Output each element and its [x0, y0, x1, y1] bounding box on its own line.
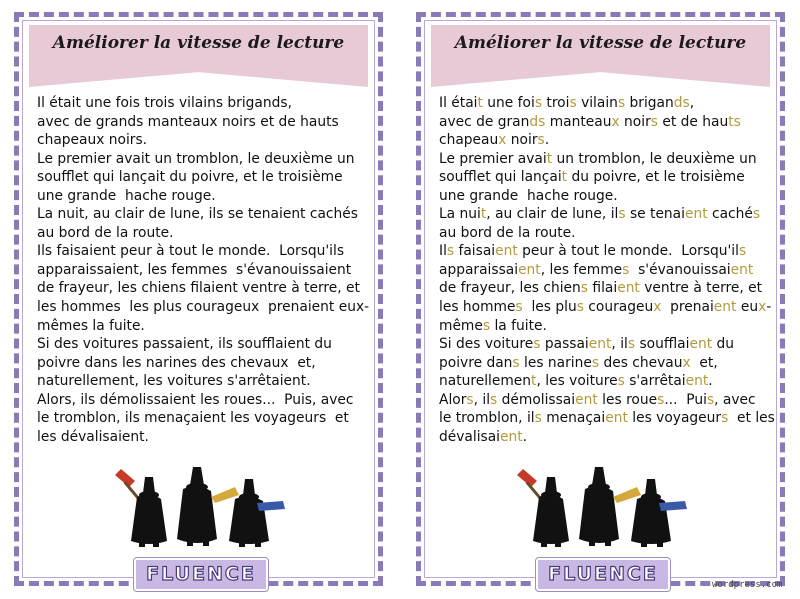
silent-letter: s	[682, 95, 690, 111]
silent-letter: s	[650, 113, 658, 130]
silent-letter: x	[498, 132, 507, 149]
silent-letter: t	[477, 95, 483, 111]
text-line: avec de grands manteaux noirs et de hauts	[37, 113, 339, 130]
silent-letter: ent	[684, 206, 708, 223]
text-line-highlighted: mêmes la fuite.	[439, 317, 547, 334]
text-line: une grande hache rouge.	[37, 187, 216, 204]
silent-letter: s	[576, 299, 584, 316]
silent-letter: s	[733, 113, 741, 130]
silent-letter: ent	[617, 280, 640, 297]
silent-letter: t	[728, 113, 734, 130]
text-line-highlighted: avec de grands manteaux noirs et de hauts	[439, 113, 741, 130]
text-line: Il était une fois trois vilains brigands,	[37, 95, 292, 111]
silent-letter: s	[591, 354, 600, 371]
text-line: Si des voitures passaient, ils soufflaient du	[37, 336, 332, 353]
text-line: chapeaux noirs.	[37, 132, 148, 149]
silent-letter: s	[738, 243, 747, 260]
text-line: le tromblon, ils menaçaient les voyageurs et	[37, 410, 349, 427]
silent-letter: ent	[685, 373, 709, 390]
text-line-highlighted: apparaissaient, les femmes s'évanouissaient	[439, 261, 754, 278]
fluence-badge	[536, 558, 670, 591]
silent-letter: ent	[588, 336, 612, 353]
text-line-highlighted: le tromblon, ils menaçaient les voyageurs et les	[439, 410, 775, 427]
silent-letter: x	[682, 354, 691, 371]
fluence-label: FLUENCE	[548, 563, 658, 585]
silent-letter: s	[533, 336, 541, 353]
three-brigands-illustration	[509, 457, 691, 549]
fluence-label: FLUENCE	[146, 563, 256, 585]
reading-text-highlighted	[439, 94, 779, 446]
text-line: les dévalisaient.	[37, 428, 149, 445]
silent-letter: s	[657, 391, 665, 408]
silent-letter: ent	[518, 261, 541, 278]
silent-letter: s	[537, 132, 545, 149]
silent-letter: s	[721, 410, 729, 427]
silent-letter: s	[617, 95, 626, 111]
brigand-figure-2	[177, 467, 239, 546]
silent-letter: s	[466, 391, 474, 408]
silent-letter: d	[529, 113, 539, 130]
silent-letter: x	[611, 113, 620, 130]
text-line: Alors, ils démolissaient les roues... Puis, avec	[37, 391, 354, 408]
text-line-highlighted: poivre dans les narines des chevaux et,	[439, 354, 718, 371]
card-title: Améliorer la vitesse de lecture	[52, 33, 345, 53]
silent-letter: ent	[495, 243, 518, 260]
text-line-highlighted: les hommes les plus courageux prenaient eux-	[439, 299, 772, 316]
silent-letter: x	[758, 299, 767, 316]
reading-card-plain	[14, 12, 383, 586]
silent-letter: s	[534, 95, 543, 111]
text-line: Ils faisaient peur à tout le monde. Lorsqu'ils	[37, 243, 345, 260]
silent-letter: ent	[575, 391, 598, 408]
text-line: au bord de la route.	[37, 224, 174, 241]
text-line-highlighted: chapeaux noirs.	[439, 132, 550, 149]
text-line-highlighted: au bord de la route.	[439, 224, 576, 241]
silent-letter: s	[617, 373, 625, 390]
text-line-highlighted: La nuit, au clair de lune, ils se tenaient cachés	[439, 206, 761, 223]
silent-letter: t	[546, 150, 553, 167]
text-line: La nuit, au clair de lune, ils se tenaient cachés	[37, 206, 358, 223]
reading-card-highlighted	[416, 12, 785, 586]
silent-letter: t	[561, 169, 568, 186]
text-line: soufflet qui lançait du poivre, et le troisième	[37, 169, 343, 186]
text-line-highlighted: Si des voitures passaient, ils soufflaient du	[439, 336, 735, 353]
silent-letter: s	[515, 299, 523, 316]
brigand-figure-2	[579, 467, 641, 546]
silent-letter: s	[580, 280, 588, 297]
brigand-figure-3	[229, 479, 285, 547]
text-line-highlighted: naturellement, les voitures s'arrêtaient.	[439, 373, 713, 390]
silent-letter: s	[627, 336, 636, 353]
text-line-highlighted: une grande hache rouge.	[439, 187, 618, 204]
brigand-figure-3	[631, 479, 687, 547]
text-line: apparaissaient, les femmes s'évanouissaient	[37, 261, 352, 278]
silent-letter: s	[482, 317, 491, 334]
silent-letter: s	[538, 113, 546, 130]
text-line: de frayeur, les chiens filaient ventre à terre, et	[37, 280, 360, 297]
brigand-figure-1	[115, 469, 167, 547]
text-line: Le premier avait un tromblon, le deuxième un	[37, 150, 355, 167]
silent-letter: s	[752, 206, 761, 223]
silent-letter: ent	[730, 261, 754, 278]
text-line-highlighted: Ils faisaient peur à tout le monde. Lorsqu'ils	[439, 243, 747, 260]
reading-text	[37, 94, 377, 446]
silent-letter: ent	[500, 428, 523, 445]
silent-letter: s	[512, 354, 520, 371]
silent-letter: s	[490, 391, 498, 408]
silent-letter: s	[618, 206, 626, 223]
text-line-highlighted: soufflet qui lançait du poivre, et le troisième	[439, 169, 745, 186]
silent-letter: ent	[713, 299, 737, 316]
text-line: les hommes les plus courageux prenaient eux-	[37, 299, 370, 316]
silent-letter: s	[706, 391, 715, 408]
text-line: naturellement, les voitures s'arrêtaient.	[37, 373, 311, 390]
fluence-badge	[134, 558, 268, 591]
text-line-highlighted: Alors, ils démolissaient les roues... Puis, avec	[439, 391, 756, 408]
silent-letter: s	[569, 95, 577, 111]
text-line-highlighted: dévalisaient.	[439, 428, 528, 445]
text-line-highlighted: Il était une fois trois vilains brigands,	[439, 95, 695, 111]
silent-letter: t	[480, 206, 487, 223]
silent-letter: ent	[689, 336, 713, 353]
silent-letter: x	[653, 299, 662, 316]
silent-letter: t	[531, 373, 537, 390]
text-line-highlighted: de frayeur, les chiens filaient ventre à terre, et	[439, 280, 763, 297]
three-brigands-illustration	[107, 457, 289, 549]
silent-letter: s	[534, 410, 542, 427]
text-line: mêmes la fuite.	[37, 317, 145, 334]
watermark: wordpress.com	[712, 580, 783, 590]
silent-letter: s	[446, 243, 455, 260]
text-line: poivre dans les narines des chevaux et,	[37, 354, 316, 371]
silent-letter: s	[622, 261, 630, 278]
silent-letter: ent	[605, 410, 628, 427]
silent-letter: d	[673, 95, 683, 111]
brigand-figure-1	[517, 469, 569, 547]
card-title: Améliorer la vitesse de lecture	[454, 33, 747, 53]
text-line-highlighted: Le premier avait un tromblon, le deuxième un	[439, 150, 757, 167]
